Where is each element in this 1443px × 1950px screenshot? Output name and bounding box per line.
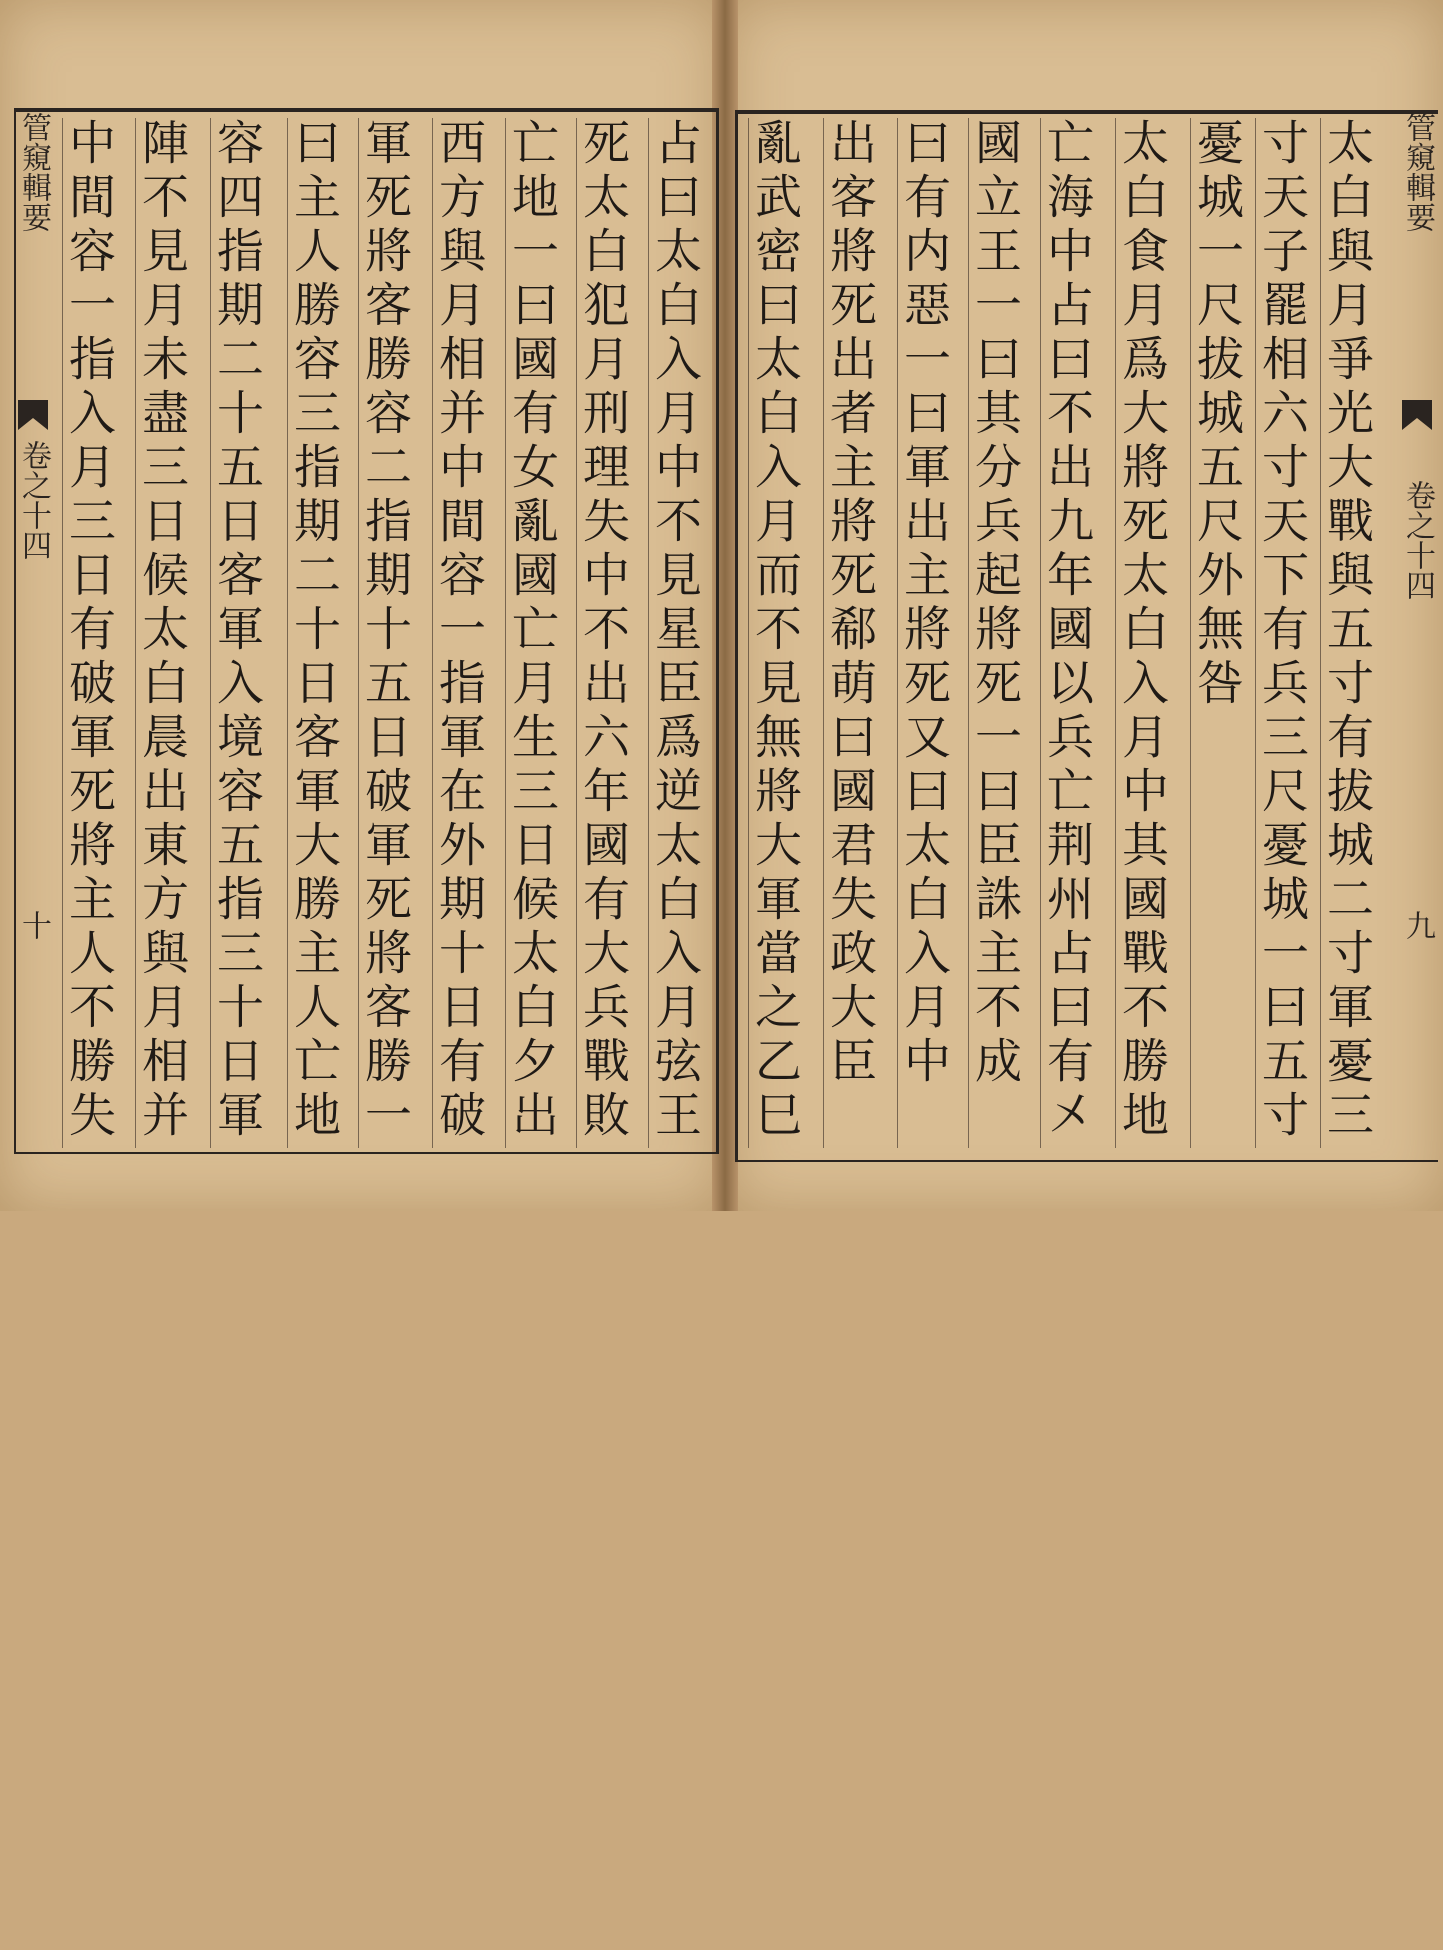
right-column-8: 出客將死出者主將死郗萌曰國君失政大臣 [823, 118, 874, 1148]
right-column-1: 太白與月爭光大戰與五寸有拔城二寸軍憂三 [1320, 118, 1371, 1148]
right-column-3: 憂城一尺拔城五尺外無咎 [1190, 118, 1241, 1148]
right-column-9: 亂武密曰太白入月而不見無將大軍當之乙巳 [748, 118, 799, 1148]
left-column-2: 死太白犯月刑理失中不出六年國有大兵戰敗 [576, 118, 627, 1148]
left-margin-volume: 卷之十四 [16, 440, 51, 560]
right-column-2: 寸天子罷相六寸天下有兵三尺憂城一曰五寸 [1255, 118, 1306, 1148]
right-column-4: 太白食月爲大將死太白入月中其國戰不勝地 [1115, 118, 1166, 1148]
right-margin-volume: 卷之十四 [1400, 480, 1435, 600]
left-column-7: 容四指期二十五日客軍入境容五指三十日軍 [210, 118, 261, 1148]
left-column-6: 曰主人勝容三指期二十日客軍大勝主人亡地 [287, 118, 338, 1148]
left-column-4: 西方與月相并中間容一指軍在外期十日有破 [432, 118, 483, 1148]
right-column-7: 曰有内惡一曰軍出主將死又曰太白入月中 [897, 118, 948, 1148]
right-column-5: 亡海中占曰不出九年國以兵亡荆州占曰有㐅 [1040, 118, 1091, 1148]
left-column-8: 陣不見月未盡三日候太白晨出東方與月相并 [135, 118, 186, 1148]
left-column-3: 亡地一曰國有女亂國亡月生三日候太白夕出 [505, 118, 556, 1148]
right-column-6: 國立王一曰其分兵起將死一曰臣誅主不成 [968, 118, 1019, 1148]
left-margin-title: 管窺輯要 [16, 112, 51, 232]
right-margin-title: 管窺輯要 [1400, 112, 1435, 232]
left-column-1: 占曰太白入月中不見星臣爲逆太白入月弦王 [648, 118, 699, 1148]
left-column-5: 軍死將客勝容二指期十五日破軍死將客勝一 [358, 118, 409, 1148]
left-column-9: 中間容一指入月三日有破軍死將主人不勝失 [62, 118, 113, 1148]
left-margin-leaf: 十 [16, 910, 51, 940]
right-margin-leaf: 九 [1400, 910, 1435, 940]
